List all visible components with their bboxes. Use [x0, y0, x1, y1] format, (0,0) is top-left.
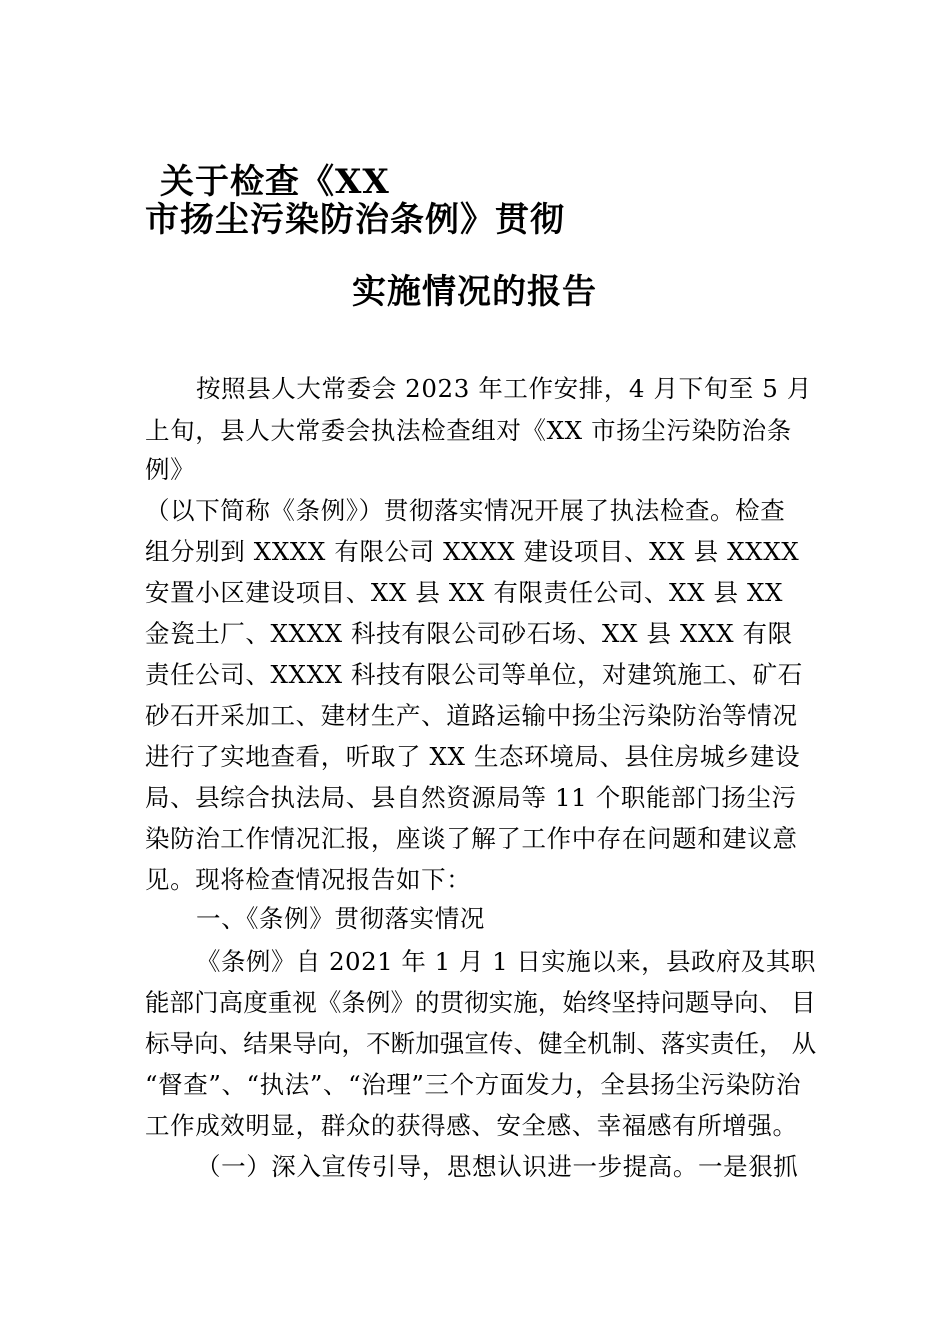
- subsection-heading-1: （一）深入宣传引导，思想认识进一步提高。一是狠抓: [196, 1152, 799, 1181]
- body-line-9: 砂石开采加工、建材生产、道路运输中扬尘污染防治等情况: [145, 701, 798, 730]
- report-title-line-3: 实施情况的报告: [352, 272, 597, 312]
- body-line-7: 金瓷土厂、XXXX 科技有限公司砂石场、XX 县 XXX 有限: [145, 619, 793, 648]
- body-line-15: 《条例》自 2021 年 1 月 1 日实施以来，县政府及其职: [196, 947, 816, 976]
- body-line-13: 见。现将检查情况报告如下：: [145, 865, 472, 894]
- body-line-2: 上旬，县人大常委会执法检查组对《XX 市扬尘污染防治条: [145, 416, 792, 445]
- body-line-12: 染防治工作情况汇报，座谈了解了工作中存在问题和建议意: [145, 824, 798, 853]
- body-line-5: 组分别到 XXXX 有限公司 XXXX 建设项目、XX 县 XXXX: [145, 537, 800, 566]
- body-line-19: 工作成效明显，群众的获得感、安全感、幸福感有所增强。: [145, 1111, 798, 1140]
- report-title-line-2: 市扬尘污染防治条例》贯彻: [145, 200, 565, 240]
- report-title-line-1: 关于检查《XX: [160, 162, 390, 202]
- body-line-3: 例》: [145, 455, 196, 484]
- body-line-1: 按照县人大常委会 2023 年工作安排，4 月下旬至 5 月: [196, 374, 812, 403]
- body-line-4: （以下简称《条例》）贯彻落实情况开展了执法检查。检查: [145, 496, 786, 525]
- body-line-17: 标导向、结果导向，不断加强宣传、健全机制、落实责任， 从: [145, 1029, 817, 1058]
- body-line-11: 局、县综合执法局、县自然资源局等 11 个职能部门扬尘污: [145, 783, 797, 812]
- section-heading-1: 一、《条例》贯彻落实情况: [196, 904, 485, 933]
- body-line-16: 能部门高度重视《条例》的贯彻实施，始终坚持问题导向、 目: [145, 988, 816, 1017]
- body-line-18: “督查”、“执法”、“治理”三个方面发力，全县扬尘污染防治: [145, 1070, 802, 1099]
- body-line-10: 进行了实地查看，听取了 XX 生态环境局、县住房城乡建设: [145, 742, 801, 771]
- body-line-8: 责任公司、XXXX 科技有限公司等单位，对建筑施工、矿石: [145, 660, 803, 689]
- body-line-6: 安置小区建设项目、XX 县 XX 有限责任公司、XX 县 XX: [145, 578, 784, 607]
